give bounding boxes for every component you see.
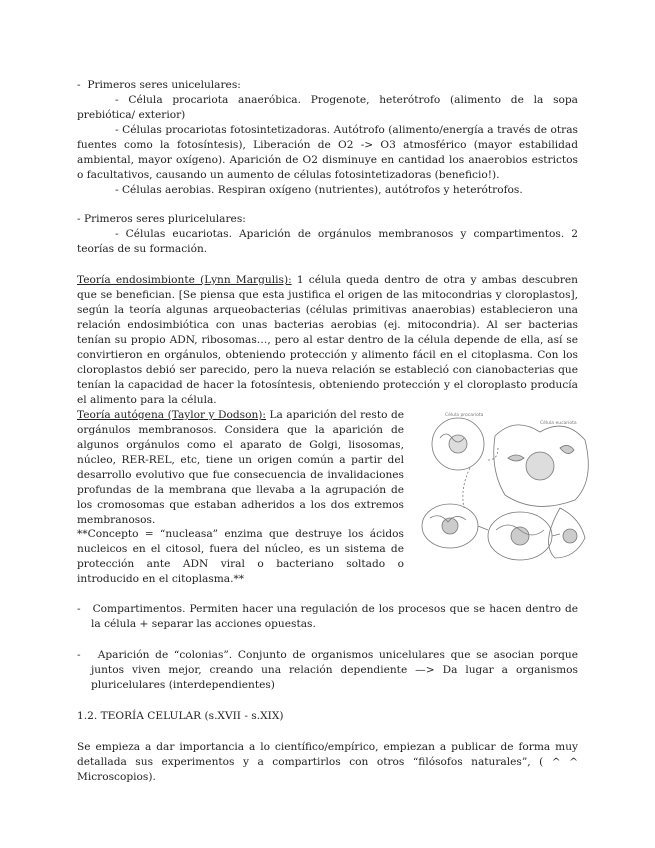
autogenous-paragraph [77, 408, 404, 528]
unicellular-section [77, 78, 578, 198]
unicellular-heading: - Primeros seres unicelulares: [77, 79, 241, 91]
prokaryote-anaerobic: - Célula procariota anaeróbica. Progenote, heterótrofo (alimento de la sopa prebiótica/ exterior) [77, 94, 578, 121]
pluricellular-section [77, 212, 578, 257]
prokaryote-photosynthetic: - Células procariotas fotosintetizadoras. Autótrofo (alimento/energía a través de otras fuentes como la fotosíntesis), Liberación de O2 -> O3 atmosférico (mayor estabilidad ambiental, mayor oxígeno). Aparición de O2 disminuye en cantidad los anaerobios estrictos o facultativos, causando un aumento de células fotosintetizadoras (beneficio!). [77, 124, 578, 181]
eukaryotic-cells: - Células eucariotas. Aparición de orgánulos membranosos y compartimentos. 2 teorías de su formación. [77, 228, 578, 255]
colonies-bullet: - Aparición de “colonias”. Conjunto de organismos unicelulares que se asocian porque juntos viven mejor, creando una relación dependiente —> Da lugar a organismos pluricelulares (interdependientes) [77, 649, 578, 691]
concept-note: **Concepto = “nucleasa” enzima que destruye los ácidos nucleicos en el citosol, fuera del núcleo, es un sistema de protección ante ADN viral o bacteriano soltado o introducido en el citoplasma.** [77, 528, 404, 585]
cell-evolution-figure [410, 408, 605, 568]
compartments-bullet: - Compartimentos. Permiten hacer una regulación de los procesos que se hacen dentro de la célula + separar las acciones opuestas. [77, 603, 578, 630]
pluricellular-heading: - Primeros seres pluricelulares: [77, 213, 246, 225]
figure-label-b: Célula eucariota [540, 421, 577, 426]
cell-theory-paragraph: Se empieza a dar importancia a lo científico/empírico, empiezan a publicar de forma muy detallada sus experimentos y a compartirlos con otros “filósofos naturales”, ( ^ ^ Microscopios). [77, 741, 578, 783]
figure-label-a: Célula procariota [445, 413, 484, 418]
aerobic-cells: - Células aerobias. Respiran oxígeno (nutrientes), autótrofos y heterótrofos. [115, 184, 523, 196]
autogenous-title: Teoría autógena (Taylor y Dodson): [77, 409, 266, 421]
endosymbiont-paragraph [77, 273, 578, 408]
endosymbiont-title: Teoría endosimbionte (Lynn Margulis): [77, 274, 292, 286]
autogenous-text: La aparición del resto de orgánulos membranosos. Considera que la aparición de algunos orgánulos como el aparato de Golgi, lisosomas, núcleo, RER-REL, etc, tiene un origen común a partir del desarrollo evolutivo que fue consecuencia de invalidaciones profundas de la membrana que llevaba a la agrupación de los cromosomas que estaban adheridos a los dos extremos membranosos. [77, 409, 404, 526]
cell-theory-heading: 1.2. TEORÍA CELULAR (s.XVII - s.XIX) [77, 710, 284, 722]
endosymbiont-text: 1 célula queda dentro de otra y ambas descubren que se benefician. [Se piensa que esta justifica el origen de las mitocondrias y cloroplastos], según la teoría algunas arqueobacterias (células primitivas anaerobias) establecieron una relación endosimbiótica con unas bacterias aerobias (ej. mitocondria). Al ser bacterias tenían su propio ADN, ribosomas…, pero al estar dentro de la célula depende de ella, así se convirtieron en orgánulos, obteniendo protección y alimento fácil en el citoplasma. Con los cloroplastos debió ser parecido, pero la nueva relación se estableció con cianobacterias que tenían la capacidad de hacer la fotosíntesis, obteniendo protección y el cloroplasto producía el alimento para la célula. [77, 274, 579, 406]
